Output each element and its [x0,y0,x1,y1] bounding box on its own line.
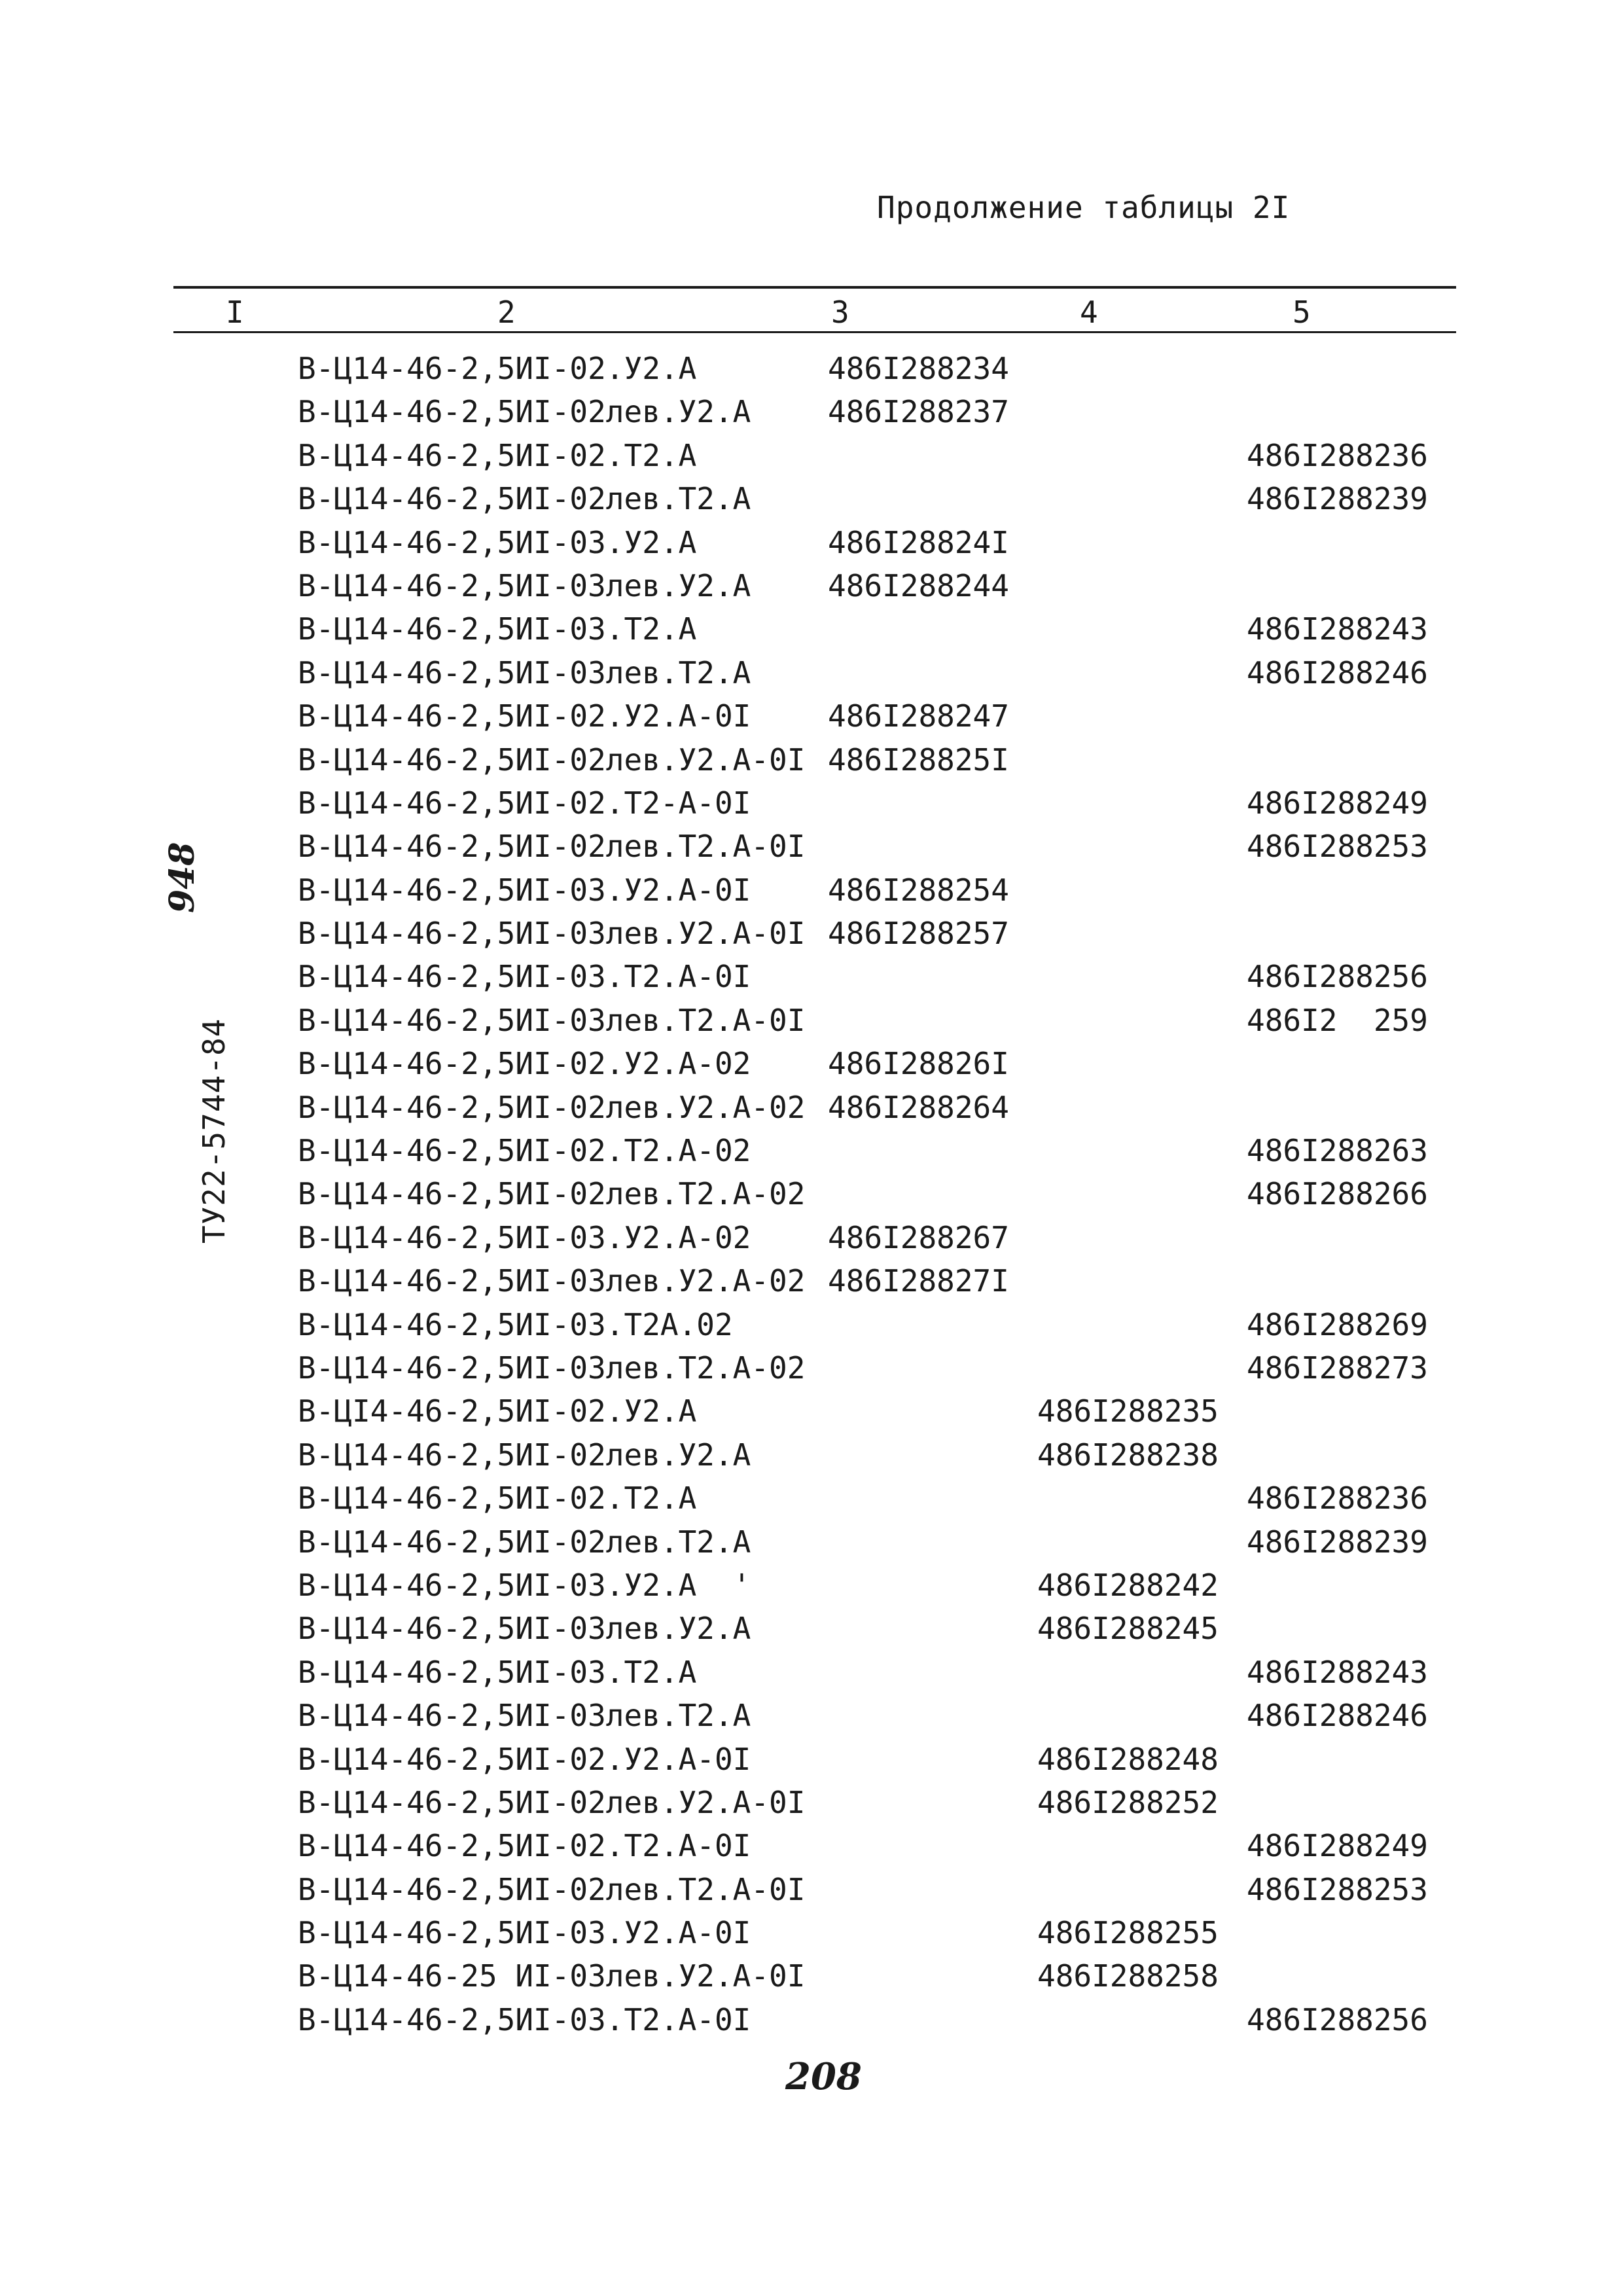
page-number: 208 [785,2055,862,2098]
designation-cell: В-Ц14-46-25 ИI-03лев.У2.А-0I [298,1958,806,1994]
table-row [0,564,1623,607]
code-cell-col5: 486I288253 [1247,1871,1428,1907]
code-cell-col3: 486I28825I [828,742,1009,778]
code-cell-col5: 486I288236 [1247,437,1428,473]
designation-cell: В-Ц14-46-2,5ИI-02.Т2.А [298,437,697,473]
table-row [0,825,1623,868]
table-row [0,1868,1623,1911]
designation-cell: В-Ц14-46-2,5ИI-02лев.Т2.А [298,1524,751,1560]
designation-cell: В-Ц14-46-2,5ИI-02.Т2-А-0I [298,785,751,821]
table-row [0,1303,1623,1346]
designation-cell: В-Ц14-46-2,5ИI-02лев.Т2.А [298,481,751,517]
table-row [0,434,1623,477]
table-row [0,912,1623,955]
table-row [0,1694,1623,1737]
table-row [0,1433,1623,1477]
designation-cell: В-Ц14-46-2,5ИI-02.У2.А-0I [298,1741,751,1777]
code-cell-col5: 486I288249 [1247,785,1428,821]
table-row [0,1824,1623,1867]
designation-cell: В-Ц14-46-2,5ИI-03лев.У2.А-02 [298,1263,806,1299]
designation-cell: В-Ц14-46-2,5ИI-03лев.Т2.А [298,655,751,691]
code-cell-col5: 486I288273 [1247,1350,1428,1386]
column-header-1: I [226,295,244,330]
table-row [0,347,1623,390]
code-cell-col5: 486I288243 [1247,1654,1428,1690]
column-header-2: 2 [497,295,516,330]
designation-cell: В-Ц14-46-2,5ИI-02лев.У2.А-0I [298,1784,806,1820]
code-cell-col5: 486I288239 [1247,1524,1428,1560]
table-row [0,651,1623,694]
designation-cell: В-Ц14-46-2,5ИI-02лев.Т2.А-0I [298,829,806,865]
column-header-4: 4 [1080,295,1098,330]
table-row [0,781,1623,825]
code-cell-col5: 486I288253 [1247,829,1428,865]
table-row [0,1954,1623,1998]
code-cell-col3: 486I288257 [828,916,1009,952]
table-row [0,1042,1623,1085]
code-cell-col5: 486I288236 [1247,1480,1428,1516]
code-cell-col5: 486I288263 [1247,1133,1428,1169]
table-row [0,999,1623,1042]
code-cell-col3: 486I288264 [828,1089,1009,1125]
designation-cell: В-Ц14-46-2,5ИI-02.У2.А-02 [298,1046,751,1082]
designation-cell: В-Ц14-46-2,5ИI-03.Т2.А [298,611,697,647]
designation-cell: В-Ц14-46-2,5ИI-02.У2.А [298,351,697,386]
table-row [0,955,1623,998]
designation-cell: В-Ц14-46-2,5ИI-02лев.Т2.А-0I [298,1871,806,1907]
designation-cell: В-Ц14-46-2,5ИI-03лев.У2.А [298,567,751,603]
header-bottom-rule [173,331,1456,333]
side-document-code: ТУ22-5744-84 [196,1018,232,1244]
table-caption: Продолжение таблицы 2I [877,190,1291,225]
table-row [0,1738,1623,1781]
code-cell-col4: 486I288235 [1037,1393,1219,1429]
column-header-5: 5 [1293,295,1311,330]
designation-cell: В-Ц14-46-2,5ИI-03лев.У2.А-0I [298,916,806,952]
table-row [0,477,1623,520]
table-row [0,1086,1623,1129]
table-row [0,1564,1623,1607]
code-cell-col5: 486I288256 [1247,959,1428,995]
code-cell-col4: 486I288245 [1037,1611,1219,1647]
designation-cell: В-Ц14-46-2,5ИI-02.У2.А-0I [298,698,751,734]
table-row [0,869,1623,912]
table-row [0,738,1623,781]
designation-cell: В-Ц14-46-2,5ИI-02лев.У2.А-02 [298,1089,806,1125]
code-cell-col3: 486I28826I [828,1046,1009,1082]
code-cell-col3: 486I288234 [828,351,1009,386]
table-row [0,1129,1623,1172]
designation-cell: В-Ц14-46-2,5ИI-03.У2.А-0I [298,1915,751,1951]
table-row [0,1651,1623,1694]
code-cell-col3: 486I288247 [828,698,1009,734]
table-row [0,1520,1623,1564]
code-cell-col3: 486I28824I [828,524,1009,560]
code-cell-col5: 486I288266 [1247,1176,1428,1212]
code-cell-col4: 486I288242 [1037,1567,1219,1603]
designation-cell: В-Ц14-46-2,5ИI-03.У2.А [298,524,697,560]
code-cell-col4: 486I288255 [1037,1915,1219,1951]
table-row [0,607,1623,651]
table-row [0,1216,1623,1259]
header-top-rule [173,286,1456,289]
designation-cell: В-Ц14-46-2,5ИI-03лев.Т2.А-0I [298,1002,806,1038]
code-cell-col3: 486I288237 [828,394,1009,430]
table-row [0,1390,1623,1433]
code-cell-col5: 486I2 259 [1247,1002,1428,1038]
designation-cell: В-Ц14-46-2,5ИI-03.У2.А ' [298,1567,751,1603]
table-row [0,1172,1623,1215]
code-cell-col5: 486I288269 [1247,1306,1428,1342]
code-cell-col3: 486I288267 [828,1219,1009,1255]
designation-cell: В-Ц14-46-2,5ИI-03.У2.А-02 [298,1219,751,1255]
designation-cell: В-Ц14-46-2,5ИI-02лев.У2.А [298,394,751,430]
code-cell-col4: 486I288238 [1037,1437,1219,1473]
code-cell-col4: 486I288258 [1037,1958,1219,1994]
code-cell-col3: 486I288244 [828,567,1009,603]
table-row [0,1477,1623,1520]
code-cell-col5: 486I288249 [1247,1828,1428,1864]
table-row [0,1259,1623,1302]
designation-cell: В-Ц14-46-2,5ИI-02лев.У2.А [298,1437,751,1473]
code-cell-col4: 486I288252 [1037,1784,1219,1820]
designation-cell: В-Ц14-46-2,5ИI-03.Т2.А-0I [298,959,751,995]
table-row [0,694,1623,738]
table-row [0,1911,1623,1954]
side-handwritten-number: 948 [162,842,202,913]
designation-cell: В-Ц14-46-2,5ИI-02.Т2.А-02 [298,1133,751,1169]
code-cell-col3: 486I288254 [828,872,1009,908]
table-row [0,1781,1623,1824]
code-cell-col5: 486I288246 [1247,1698,1428,1734]
designation-cell: В-Ц14-46-2,5ИI-03.Т2.А [298,1654,697,1690]
table-body [0,347,1623,2041]
table-row [0,390,1623,433]
code-cell-col3: 486I28827I [828,1263,1009,1299]
designation-cell: В-ЦI4-46-2,5ИI-02.У2.А [298,1393,697,1429]
table-row [0,1607,1623,1650]
code-cell-col5: 486I288243 [1247,611,1428,647]
designation-cell: В-Ц14-46-2,5ИI-03.Т2А.02 [298,1306,733,1342]
code-cell-col5: 486I288256 [1247,2001,1428,2037]
designation-cell: В-Ц14-46-2,5ИI-02лев.Т2.А-02 [298,1176,806,1212]
designation-cell: В-Ц14-46-2,5ИI-02.Т2.А [298,1480,697,1516]
designation-cell: В-Ц14-46-2,5ИI-03лев.Т2.А [298,1698,751,1734]
designation-cell: В-Ц14-46-2,5ИI-03лев.Т2.А-02 [298,1350,806,1386]
code-cell-col4: 486I288248 [1037,1741,1219,1777]
designation-cell: В-Ц14-46-2,5ИI-03.У2.А-0I [298,872,751,908]
table-row [0,1998,1623,2041]
table-row [0,1346,1623,1390]
designation-cell: В-Ц14-46-2,5ИI-02.Т2.А-0I [298,1828,751,1864]
code-cell-col5: 486I288246 [1247,655,1428,691]
designation-cell: В-Ц14-46-2,5ИI-02лев.У2.А-0I [298,742,806,778]
code-cell-col5: 486I288239 [1247,481,1428,517]
column-header-3: 3 [831,295,849,330]
designation-cell: В-Ц14-46-2,5ИI-03лев.У2.А [298,1611,751,1647]
designation-cell: В-Ц14-46-2,5ИI-03.Т2.А-0I [298,2001,751,2037]
table-row [0,521,1623,564]
